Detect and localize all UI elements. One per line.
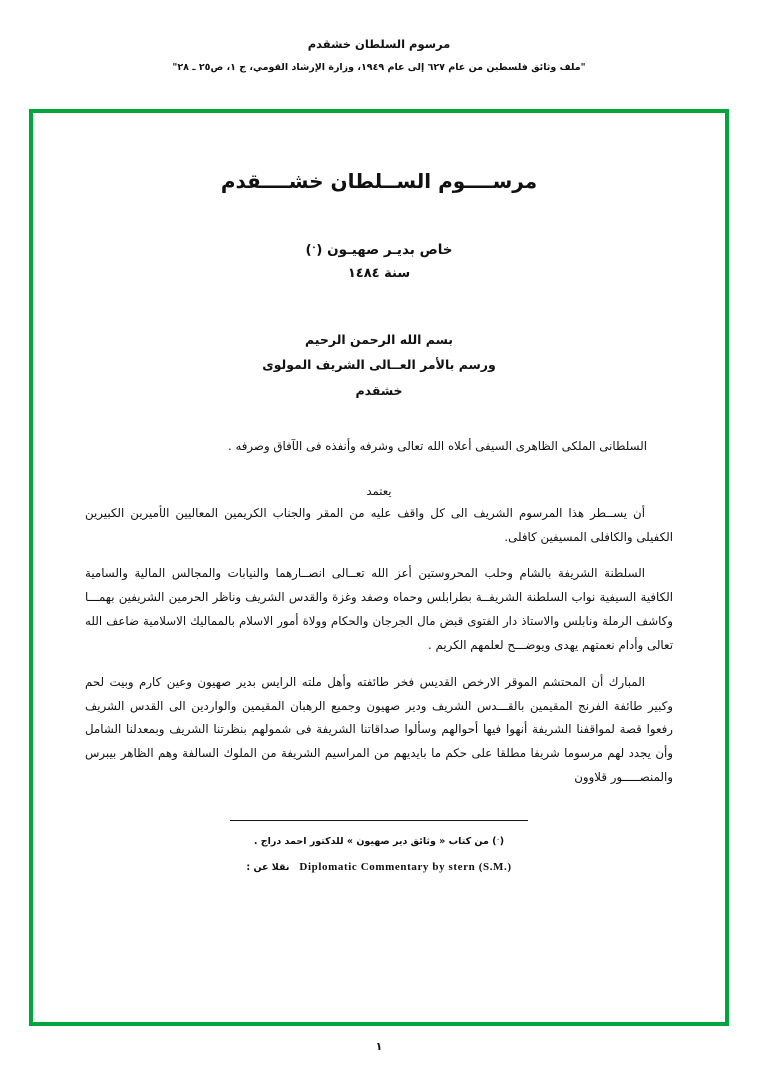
header-source-citation: "ملف وثائق فلسطين من عام ٦٢٧ إلى عام ١٩٤٩، وزارة الإرشاد القومي، ج ١، ص٢٥ ـ ٢٨": [172, 62, 586, 74]
invocation-block: [85, 327, 673, 404]
footnote-text: (﮲) من كتاب « وثائق دير صهيون » للدكتور احمد دراج .: [253, 835, 505, 847]
body-paragraph: السلطنة الشريفة بالشام وحلب المحروستين أعز الله تعــالى انصــارهما والنيابات والمجالس المالية والسامية الكافية السيفية نواب السلطنة الشريفــة بطرابلس وحماه وصفد وغزة والقدس الشريف وناظر الحرمين الشريفين بهمـــا وكاشف الرملة ونابلس والاستاذ دار الفتوى قبض مال الجرجان والحكام وولاة أمور الاسلام بالمماليك الاسلامية ضاعف الله تعالى وأدام نعمتهم يهدى ويوضـــح لعلمهم الكريم .: [85, 566, 673, 652]
document-header: [0, 0, 758, 74]
document-subtitle: خاص بديـر صهيـون (﮲): [305, 242, 453, 258]
invocation-line-2: ورسم بالأمر العــالى الشريف المولوى: [262, 357, 496, 373]
opening-statement: السلطانى الملكى الظاهرى السيفى أعلاه الله تعالى وشرفه وأنفذه فى الآفاق وصرفه .: [227, 438, 647, 453]
footnote-reference-latin: Diplomatic Commentary by stern (S.M.): [299, 860, 512, 873]
page-content-area: [33, 113, 725, 1022]
body-paragraph: المبارك أن المحتشم الموقر الارخص القديس فخر طائفته وأهل ملته الرايس بدير صهيون وعين كارم وبيت لحم وكبير طائفة الفرنج المقيمين بالقـــدس الشريف ودير صهيون وجميع الرهبان المقيمين والواردين الى القدس الشريف رفعوا قصة لمواقفنا الشريفة أنهوا فيها أحوالهم وسألوا صداقاتنا الشريفة فى شمولهم بنظرتنا الشريف وبمعدلنا الشامل وأن يجدد لهم مرسوما شريفا مطلقا على حكم ما بايديهم من المراسيم الشريفة من الملوك السالفة وهم الظاهر بيبرس والمنصـــــور قلاوون: [85, 674, 673, 785]
green-border-frame: [29, 109, 729, 1026]
invocation-line-3: خشقدم: [355, 382, 403, 398]
footnote-divider: [230, 820, 528, 821]
page-title: مرســــوم الســلطان خشــــقدم: [220, 169, 538, 193]
page-number: ١: [375, 1040, 383, 1053]
header-title: مرسوم السلطان خشقدم: [307, 37, 451, 51]
center-keyword: يعتمد: [366, 483, 392, 498]
document-year: سنة ١٤٨٤: [347, 265, 411, 281]
footnote-reference-row: [85, 861, 673, 873]
body-paragraph: أن يســطر هذا المرسوم الشريف الى كل واقف عليه من المقر والجناب الكريمين المعاليين الأميرين الكبيرين الكفيلى والكافلى المسيفين كافلى.: [85, 505, 673, 544]
invocation-line-1: بسم الله الرحمن الرحيم: [305, 331, 453, 347]
footnote-reference-label: نقلا عن :: [246, 861, 290, 873]
